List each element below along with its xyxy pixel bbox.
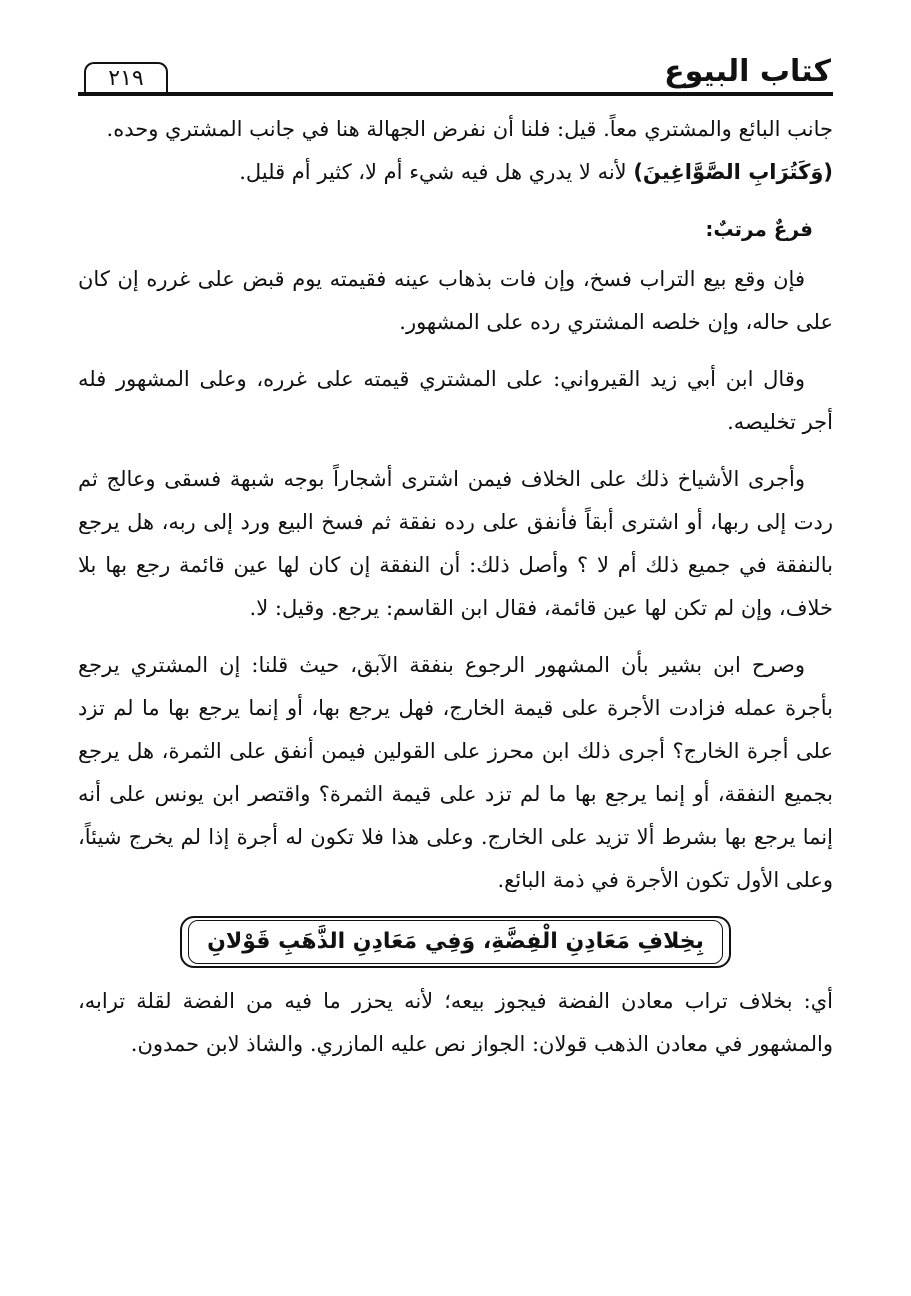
matn-box-text: بِخِلافِ مَعَادِنِ الْفِضَّةِ، وَفِي مَعَادِنِ الذَّهَبِ قَوْلانِ — [188, 920, 723, 964]
paragraph-7: أي: بخلاف تراب معادن الفضة فيجوز بيعه؛ لأنه يحزر ما فيه من الفضة لقلة ترابه، والمشهور في معادن الذهب قولان: الجواز نص عليه المازري. والشاذ لابن حمدون. — [78, 989, 833, 1056]
book-page — [78, 48, 833, 1256]
paragraph-5: وأجرى الأشياخ ذلك على الخلاف فيمن اشترى أشجاراً بوجه شبهة فسقى وعالج ثم ردت إلى ربها، أو اشترى أبقاً فأنفق على رده نفقة ثم فسخ البيع ورد إلى ربه، هل يرجع بالنفقة في جميع ذلك أم لا ؟ وأصل ذلك: أن النفقة إن كان لها عين قائمة رجع بها بلا خلاف، وإن لم تكن لها عين قائمة، فقال ابن القاسم: يرجع. وقيل: لا. — [78, 467, 833, 620]
page-number: ٢١٩ — [84, 62, 168, 94]
paragraph-2-text: لأنه لا يدري هل فيه شيء أم لا، كثير أم قليل. — [239, 160, 634, 184]
page-header — [78, 48, 833, 96]
paragraph-3: فإن وقع بيع التراب فسخ، وإن فات بذهاب عينه فقيمته يوم قبض على غرره إن كان على حاله، وإن خلصه المشتري رده على المشهور. — [78, 267, 833, 334]
book-title: كتاب البيوع — [664, 54, 831, 89]
paragraph-2 — [78, 151, 833, 194]
paragraph-6: وصرح ابن بشير بأن المشهور الرجوع بنفقة الآبق، حيث قلنا: إن المشتري يرجع بأجرة عمله فزادت الأجرة على قيمة الخارج، فهل يرجع بها، أو إنما يرجع بها ما لم تزد على أجرة الخارج؟ أجرى ذلك ابن محرز على القولين فيمن أنفق على الثمرة، هل يرجع بجميع النفقة، أو إنما يرجع بها ما لم تزد على قيمة الثمرة؟ واقتصر ابن يونس على أنه إنما يرجع بها بشرط ألا تزيد على الخارج. وعلى هذا فلا تكون له أجرة إذا لم يخرج شيئاً، وعلى الأول تكون الأجرة في ذمة البائع. — [78, 653, 833, 892]
paragraph-1: جانب البائع والمشتري معاً. قيل: فلنا أن نفرض الجهالة هنا في جانب المشتري وحده. — [106, 117, 833, 141]
matn-box-container — [78, 916, 833, 968]
section-subheading: فرعٌ مرتبٌ: — [705, 217, 813, 241]
page-content — [78, 96, 833, 1066]
paragraph-4: وقال ابن أبي زيد القيرواني: على المشتري قيمته على غرره، وعلى المشهور فله أجر تخليصه. — [78, 367, 833, 434]
matn-box — [180, 916, 731, 968]
matn-quote: (وَكَتُرَابِ الصَّوَّاغِينَ) — [633, 160, 833, 184]
